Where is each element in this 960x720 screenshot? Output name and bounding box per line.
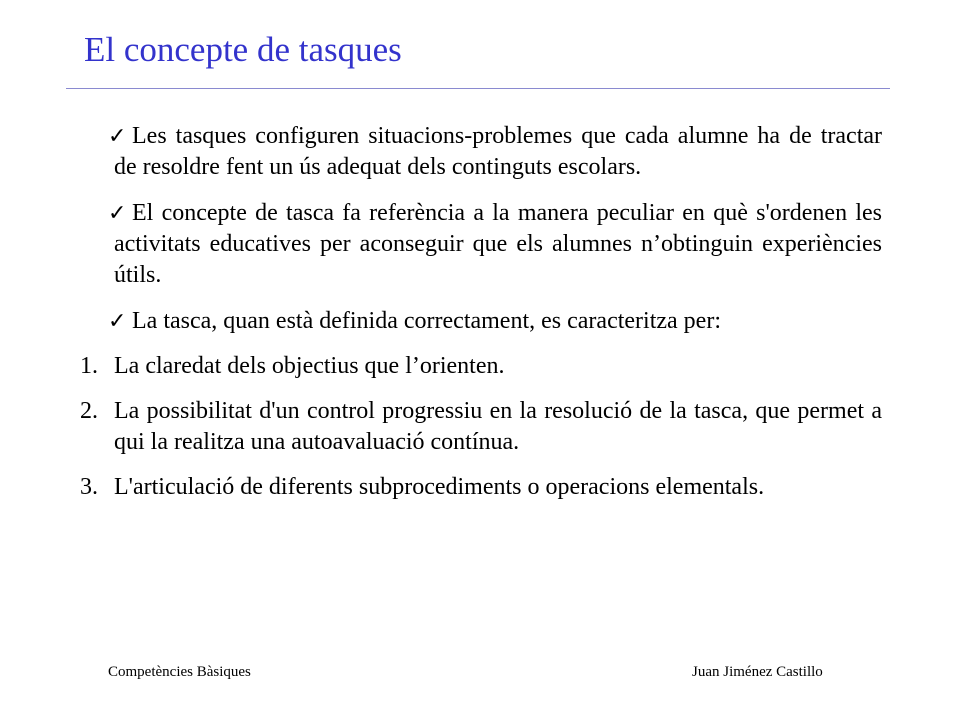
footer-course-title: Competències Bàsiques (108, 664, 251, 680)
item-number: 3. (80, 474, 98, 500)
numbered-text: L'articulació de diferents subprocediments o operacions elementals. (114, 474, 765, 500)
numbered-item (80, 472, 882, 503)
bullet-text: El concepte de tasca fa referència a la manera peculiar en què s'ordenen les activitats educatives per aconseguir que els alumnes n’obtinguin experiències útils. (114, 200, 882, 288)
item-number: 1. (80, 353, 98, 379)
numbered-item (80, 351, 882, 382)
slide-title: El concepte de tasques (84, 30, 402, 69)
slide-body (80, 120, 882, 517)
footer-author: Juan Jiménez Castillo (692, 664, 823, 680)
checkmark-icon: ✓ (108, 123, 127, 148)
bullet-text: Les tasques configuren situacions-problemes que cada alumne ha de tractar de resoldre fent un ús adequat dels continguts escolars. (114, 123, 882, 180)
checkmark-icon: ✓ (108, 308, 127, 333)
item-number: 2. (80, 398, 98, 424)
bullet-item (86, 305, 882, 337)
bullet-item (86, 120, 882, 183)
bullet-item (86, 197, 882, 291)
bullet-text: La tasca, quan està definida correctament, es caracteritza per: (132, 308, 721, 334)
title-divider (66, 88, 890, 89)
numbered-item (80, 396, 882, 458)
checkmark-icon: ✓ (108, 200, 127, 225)
numbered-text: La possibilitat d'un control progressiu en la resolució de la tasca, que permet a qui la realitza una autoavaluació contínua. (114, 398, 882, 455)
numbered-text: La claredat dels objectius que l’orienten. (114, 353, 505, 379)
